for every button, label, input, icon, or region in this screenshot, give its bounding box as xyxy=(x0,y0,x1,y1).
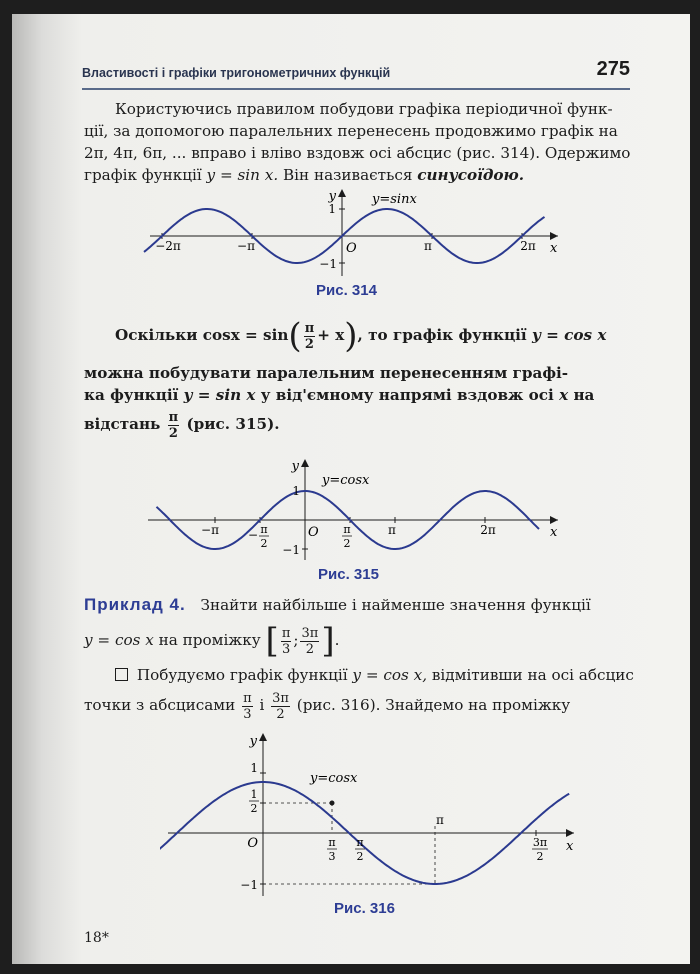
svg-text:1: 1 xyxy=(292,484,300,498)
example-line1: Приклад 4. Знайти найбільше і найменше значення функції xyxy=(84,595,591,614)
svg-text:−1: −1 xyxy=(240,878,258,892)
svg-text:y: y xyxy=(291,459,299,474)
svg-text:π: π xyxy=(436,813,444,827)
fig314-x-label: x xyxy=(550,241,558,256)
para1-line1: Користуючись правилом побудови графіка періодичної функ- xyxy=(115,100,613,118)
y-axis-arrow xyxy=(338,189,346,197)
svg-text:2: 2 xyxy=(250,802,258,815)
svg-text:3π: 3π xyxy=(532,836,548,849)
fig314-func-label: y=sinx xyxy=(372,192,417,207)
x-axis-arrow xyxy=(550,232,558,240)
svg-text:x: x xyxy=(566,839,574,854)
para2-then: , то графік функції xyxy=(357,326,527,344)
signature-mark: 18* xyxy=(84,930,109,946)
svg-text:π: π xyxy=(260,523,268,536)
fig314-tick-minus-pi: −π xyxy=(237,239,255,253)
point-pi-over-3 xyxy=(330,801,335,806)
svg-text:π: π xyxy=(343,523,351,536)
figure-314 xyxy=(140,188,570,280)
svg-text:π: π xyxy=(328,836,336,849)
fig314-tick-minus-2pi: −2π xyxy=(155,239,181,253)
figure-316 xyxy=(160,730,580,900)
para2-line2: можна побудувати паралельним перенесенням графі- xyxy=(84,364,569,382)
svg-text:−π: −π xyxy=(201,523,219,537)
svg-text:2: 2 xyxy=(260,537,268,550)
para2-line3: ка функції y = sin x у від'ємному напрямі вздовж осі x на xyxy=(84,386,595,404)
svg-text:−1: −1 xyxy=(282,543,300,557)
solution-line1: Побудуємо графік функції y = cos x, відмітивши на осі абсцис xyxy=(115,664,634,686)
svg-text:y: y xyxy=(249,734,257,749)
svg-text:2: 2 xyxy=(343,537,351,550)
para1-text: графік функції xyxy=(84,166,202,184)
example-line2: y = cos x на проміжку [ $\frac{\pi}{3}$ ; $\frac{3\pi}{2}$ ]. xyxy=(84,621,340,661)
svg-text:y=cosx: y=cosx xyxy=(310,771,358,786)
fig316-caption: Рис. 316 xyxy=(334,900,395,917)
sin-formula: y = sin x. xyxy=(206,166,279,184)
pi-over-2: $\frac{\pi}{2}$ xyxy=(304,320,315,352)
svg-text:2: 2 xyxy=(536,850,544,863)
svg-text:x: x xyxy=(550,525,558,540)
svg-text:1: 1 xyxy=(250,788,258,801)
svg-text:1: 1 xyxy=(250,761,258,775)
fig315-caption: Рис. 315 xyxy=(318,566,379,583)
header-title: Властивості і графіки тригонометричних функцій xyxy=(82,66,391,80)
cos-formula: y = cos x xyxy=(532,326,607,344)
para2-line4: відстань $\frac{\pi}{2}$ (рис. 315). xyxy=(84,409,280,441)
fig314-origin: O xyxy=(346,241,357,256)
para1-line3: 2π, 4π, 6π, ... вправо і вліво вздовж осі абсцис (рис. 314). Одержимо xyxy=(84,144,631,162)
fig314-tick-one: 1 xyxy=(328,202,336,216)
svg-text:O: O xyxy=(308,525,319,540)
para2-since: Оскільки xyxy=(115,326,198,344)
fig314-tick-pi: π xyxy=(424,239,432,253)
solution-line2: точки з абсцисами $\frac{\pi}{3}$ і $\frac{3\pi}{2}$ (рис. 316). Знайдемо на проміжку xyxy=(84,690,571,722)
svg-text:π: π xyxy=(356,836,364,849)
page-number: 275 xyxy=(596,58,630,80)
para1-text-2: Він називається xyxy=(283,166,413,184)
figure-315 xyxy=(140,458,570,564)
para2-plus-x: + x xyxy=(317,326,345,344)
pi-over-2-distance: $\frac{\pi}{2}$ xyxy=(168,409,179,441)
svg-text:−: − xyxy=(247,528,259,542)
svg-text:π: π xyxy=(388,523,396,537)
running-header xyxy=(82,58,630,90)
fig314-caption: Рис. 314 xyxy=(316,282,377,299)
para1-line2: ції, за допомогою паралельних перенесень продовжимо графік на xyxy=(84,122,618,140)
svg-text:2: 2 xyxy=(356,850,364,863)
solution-square-icon xyxy=(115,668,128,681)
fig315-func-label: y=cosx xyxy=(322,473,370,488)
para2-line1 xyxy=(115,313,606,357)
para2-lhs: cosx = sin xyxy=(202,326,289,344)
fig314-tick-minus-one: −1 xyxy=(319,257,337,271)
sinusoid-term: синусоїдою. xyxy=(417,166,525,184)
svg-text:3: 3 xyxy=(328,850,336,863)
paren-close: ) xyxy=(344,316,358,356)
fig314-y-label: y xyxy=(328,189,336,204)
fig314-tick-2pi: 2π xyxy=(520,239,536,253)
paren-open: ( xyxy=(288,316,302,356)
example-label: Приклад 4. xyxy=(84,595,186,614)
svg-text:O: O xyxy=(247,836,258,851)
para1-line4 xyxy=(84,164,524,186)
svg-text:2π: 2π xyxy=(480,523,496,537)
